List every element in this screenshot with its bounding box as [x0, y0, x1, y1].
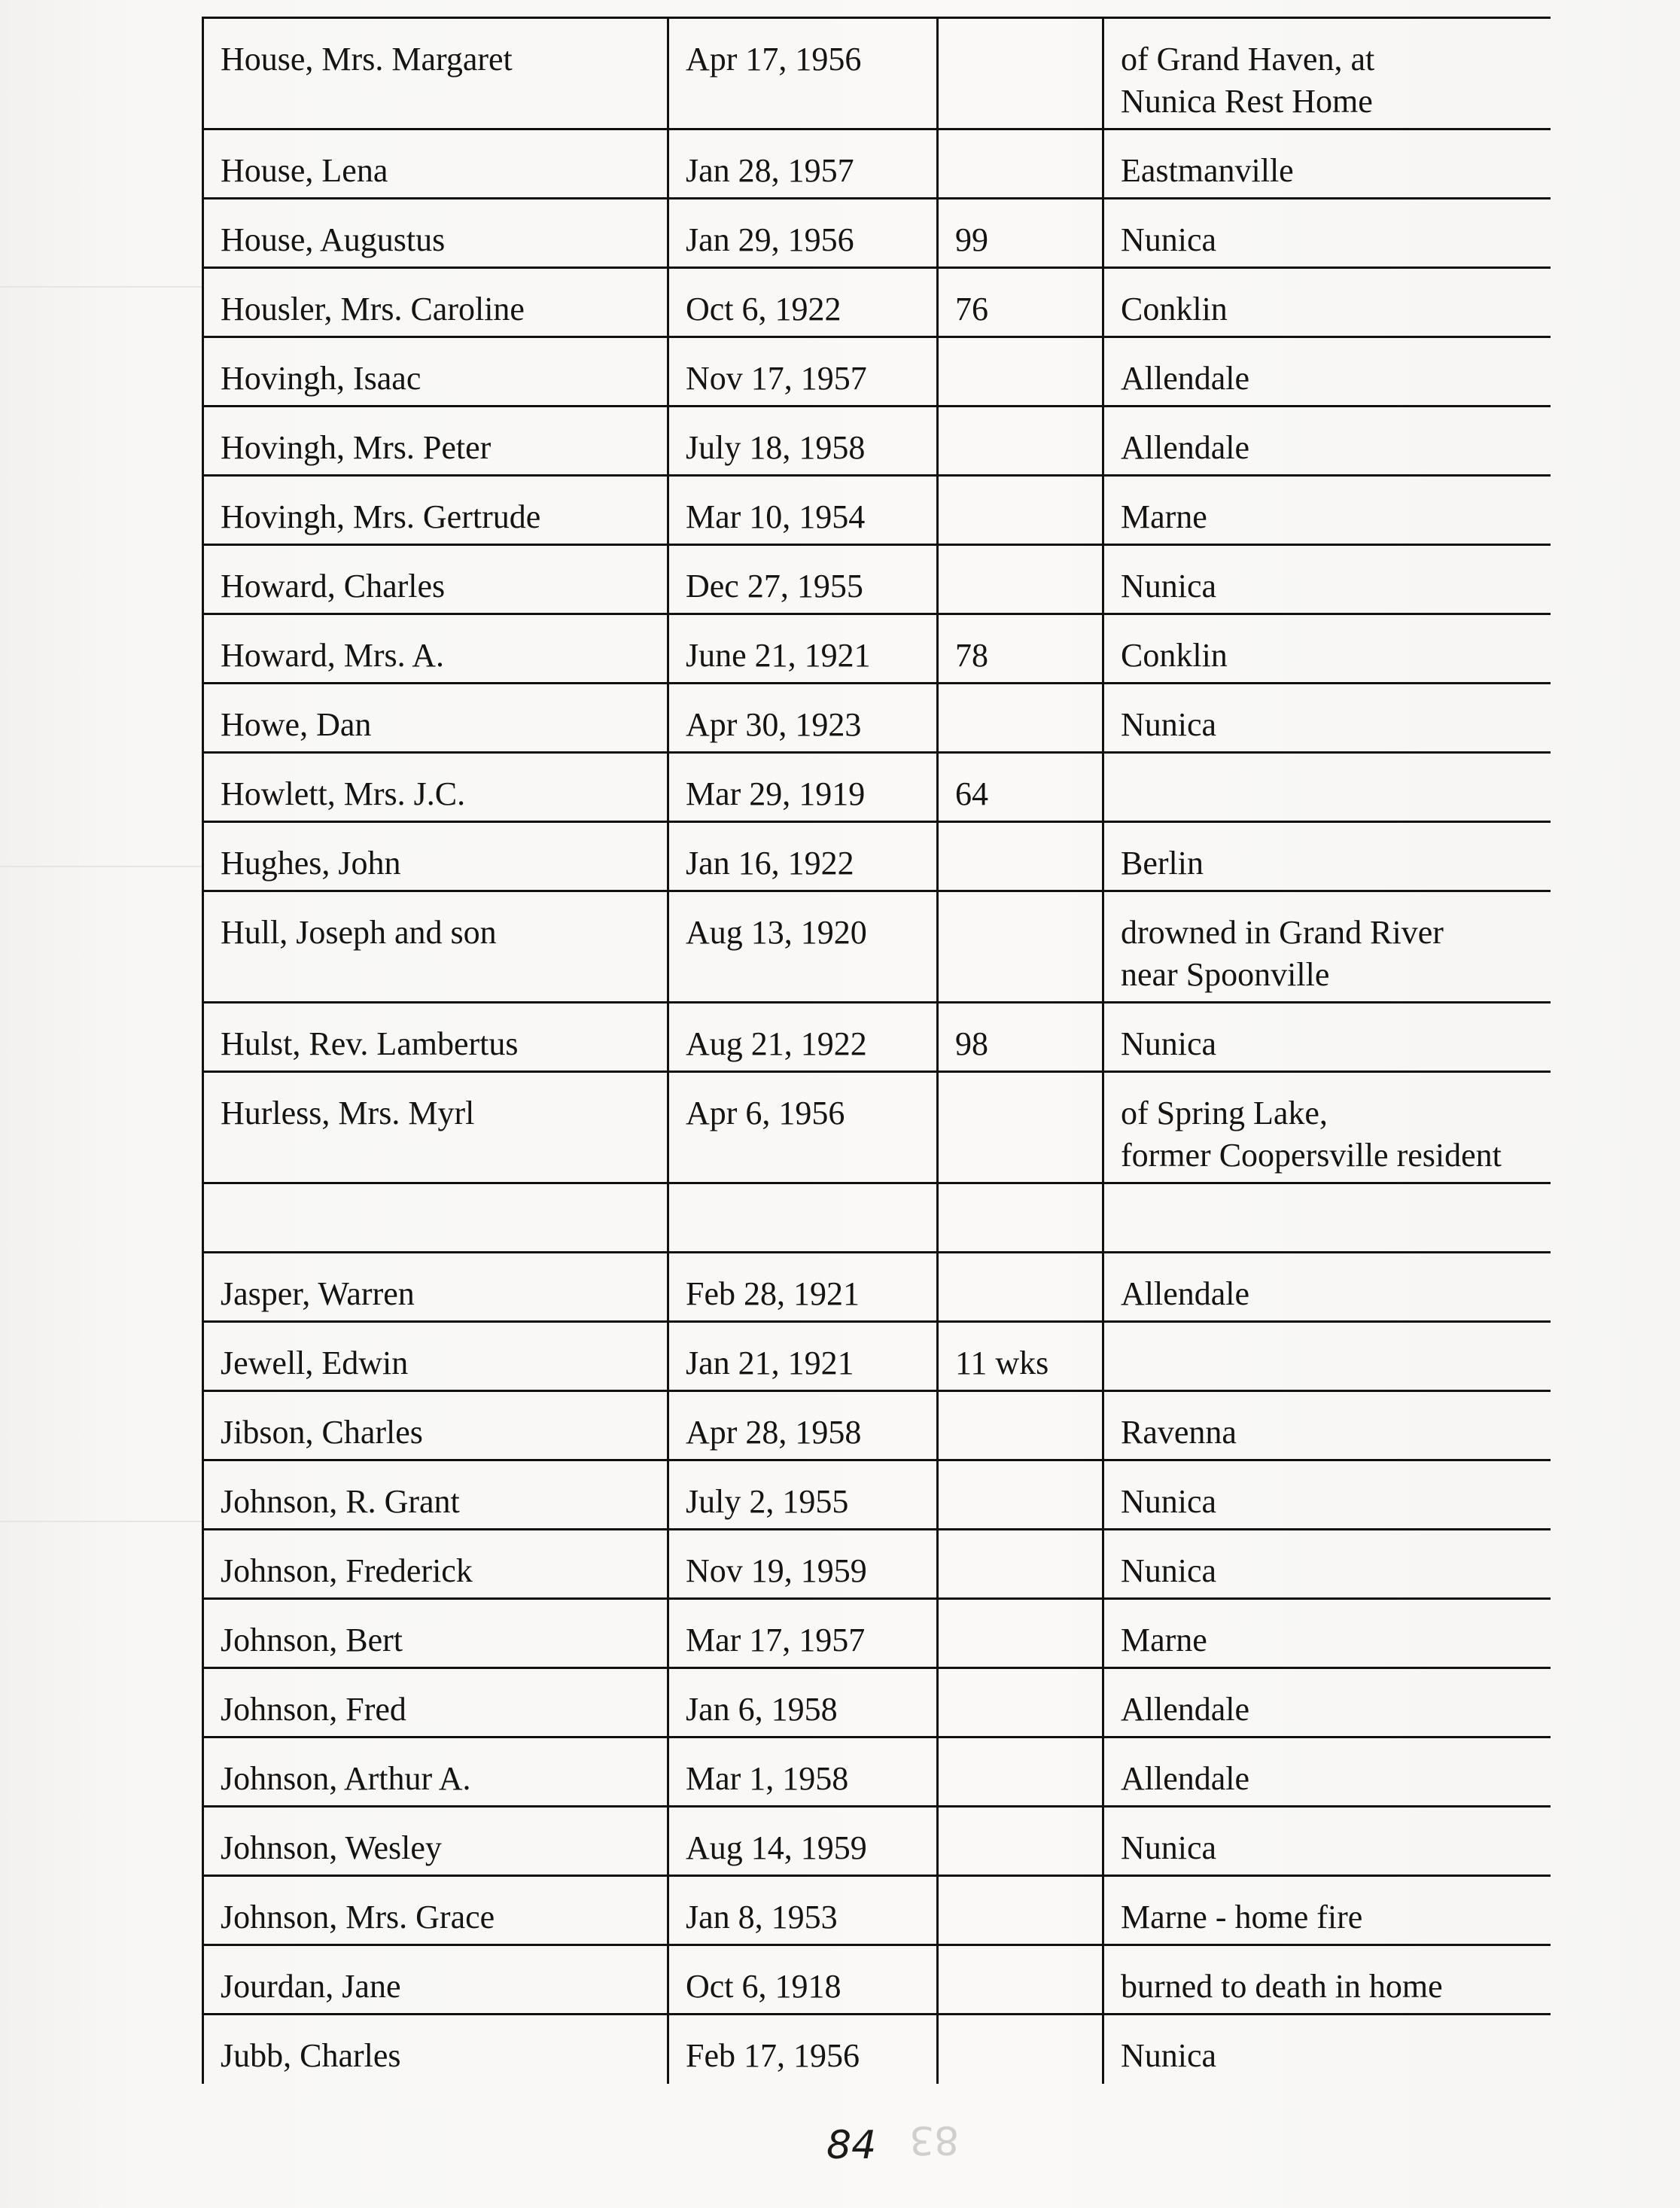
place-cell: [1103, 753, 1551, 822]
age-cell: [938, 129, 1103, 199]
age-cell: [938, 407, 1103, 476]
name-cell: Jasper, Warren: [203, 1253, 668, 1322]
name-cell: Howlett, Mrs. J.C.: [203, 753, 668, 822]
name-cell: Howard, Mrs. A.: [203, 614, 668, 684]
place-cell: Nunica: [1103, 1003, 1551, 1072]
place-cell: [1103, 1322, 1551, 1391]
name-cell: Hughes, John: [203, 822, 668, 891]
date-cell: Feb 17, 1956: [668, 2015, 938, 2084]
name-cell: Johnson, Mrs. Grace: [203, 1876, 668, 1945]
table-row: [203, 1072, 1551, 1183]
margin-ruling: [0, 1521, 203, 1522]
date-cell: Aug 21, 1922: [668, 1003, 938, 1072]
table-row: [203, 614, 1551, 684]
age-cell: [938, 684, 1103, 753]
name-cell: Hulst, Rev. Lambertus: [203, 1003, 668, 1072]
table-row: [203, 1945, 1551, 2015]
date-cell: Mar 29, 1919: [668, 753, 938, 822]
age-cell: 64: [938, 753, 1103, 822]
age-cell: [938, 2015, 1103, 2084]
place-cell: Nunica: [1103, 1807, 1551, 1876]
table-row: [203, 1253, 1551, 1322]
table-row: [203, 545, 1551, 614]
name-cell: Hovingh, Mrs. Gertrude: [203, 476, 668, 545]
place-cell: Ravenna: [1103, 1391, 1551, 1460]
table-row: [203, 199, 1551, 268]
age-cell: [938, 18, 1103, 129]
place-cell: Conklin: [1103, 614, 1551, 684]
table-row: [203, 891, 1551, 1003]
place-cell: Allendale: [1103, 337, 1551, 407]
table-row: [203, 1737, 1551, 1807]
age-cell: [938, 1876, 1103, 1945]
table-row: [203, 1460, 1551, 1530]
table-row: [203, 1530, 1551, 1599]
date-cell: Nov 17, 1957: [668, 337, 938, 407]
date-cell: Mar 1, 1958: [668, 1737, 938, 1807]
date-cell: Oct 6, 1922: [668, 268, 938, 337]
age-cell: 76: [938, 268, 1103, 337]
name-cell: House, Lena: [203, 129, 668, 199]
table-row: [203, 1807, 1551, 1876]
name-cell: Jewell, Edwin: [203, 1322, 668, 1391]
age-cell: [938, 337, 1103, 407]
name-cell: Jubb, Charles: [203, 2015, 668, 2084]
obituary-index-table: [202, 17, 1551, 2084]
table-row: [203, 753, 1551, 822]
date-cell: Feb 28, 1921: [668, 1253, 938, 1322]
name-cell: Jibson, Charles: [203, 1391, 668, 1460]
age-cell: [938, 1945, 1103, 2015]
name-cell: Howard, Charles: [203, 545, 668, 614]
age-cell: [938, 822, 1103, 891]
name-cell: Johnson, Bert: [203, 1599, 668, 1668]
age-cell: [938, 476, 1103, 545]
name-cell: Howe, Dan: [203, 684, 668, 753]
date-cell: Apr 6, 1956: [668, 1072, 938, 1183]
place-cell: Marne: [1103, 476, 1551, 545]
date-cell: July 18, 1958: [668, 407, 938, 476]
table-row: [203, 684, 1551, 753]
name-cell: Hovingh, Isaac: [203, 337, 668, 407]
date-cell: Jan 8, 1953: [668, 1876, 938, 1945]
place-cell: Allendale: [1103, 407, 1551, 476]
place-cell: Allendale: [1103, 1668, 1551, 1737]
date-cell: Jan 16, 1922: [668, 822, 938, 891]
table-row: [203, 1322, 1551, 1391]
date-cell: Jan 21, 1921: [668, 1322, 938, 1391]
place-cell: Allendale: [1103, 1253, 1551, 1322]
age-cell: [938, 1072, 1103, 1183]
date-cell: Jan 6, 1958: [668, 1668, 938, 1737]
place-cell: drowned in Grand River near Spoonville: [1103, 891, 1551, 1003]
age-cell: [938, 1183, 1103, 1253]
date-cell: Jan 29, 1956: [668, 199, 938, 268]
place-cell: Nunica: [1103, 545, 1551, 614]
margin-ruling: [0, 866, 203, 867]
table-row: [203, 1668, 1551, 1737]
table-row: [203, 1599, 1551, 1668]
name-cell: Johnson, Frederick: [203, 1530, 668, 1599]
name-cell: Housler, Mrs. Caroline: [203, 268, 668, 337]
table-row: [203, 129, 1551, 199]
age-cell: [938, 1253, 1103, 1322]
date-cell: Dec 27, 1955: [668, 545, 938, 614]
age-cell: 98: [938, 1003, 1103, 1072]
table-row: [203, 476, 1551, 545]
age-cell: [938, 891, 1103, 1003]
name-cell: Jourdan, Jane: [203, 1945, 668, 2015]
age-cell: [938, 1599, 1103, 1668]
name-cell: Johnson, Arthur A.: [203, 1737, 668, 1807]
age-cell: 11 wks: [938, 1322, 1103, 1391]
place-cell: Nunica: [1103, 684, 1551, 753]
date-cell: Mar 10, 1954: [668, 476, 938, 545]
date-cell: Apr 28, 1958: [668, 1391, 938, 1460]
table-row: [203, 337, 1551, 407]
table-row: [203, 1876, 1551, 1945]
age-cell: [938, 1530, 1103, 1599]
table-row: [203, 2015, 1551, 2084]
place-cell: [1103, 1183, 1551, 1253]
date-cell: Oct 6, 1918: [668, 1945, 938, 2015]
age-cell: [938, 1807, 1103, 1876]
date-cell: Aug 14, 1959: [668, 1807, 938, 1876]
place-cell: Conklin: [1103, 268, 1551, 337]
age-cell: [938, 1737, 1103, 1807]
name-cell: [203, 1183, 668, 1253]
page-number: 84: [826, 2123, 877, 2168]
place-cell: Berlin: [1103, 822, 1551, 891]
table-body: [203, 18, 1551, 2084]
place-cell: Marne - home fire: [1103, 1876, 1551, 1945]
place-cell: Nunica: [1103, 2015, 1551, 2084]
place-cell: Eastmanville: [1103, 129, 1551, 199]
table-row: [203, 822, 1551, 891]
date-cell: [668, 1183, 938, 1253]
name-cell: Johnson, Wesley: [203, 1807, 668, 1876]
place-cell: Nunica: [1103, 1460, 1551, 1530]
date-cell: June 21, 1921: [668, 614, 938, 684]
table-row: [203, 1003, 1551, 1072]
name-cell: Hull, Joseph and son: [203, 891, 668, 1003]
table-row: [203, 18, 1551, 129]
age-cell: [938, 545, 1103, 614]
age-cell: [938, 1668, 1103, 1737]
age-cell: 99: [938, 199, 1103, 268]
name-cell: Johnson, R. Grant: [203, 1460, 668, 1530]
table-row: [203, 1391, 1551, 1460]
place-cell: of Grand Haven, at Nunica Rest Home: [1103, 18, 1551, 129]
name-cell: House, Mrs. Margaret: [203, 18, 668, 129]
table-row: [203, 268, 1551, 337]
table-row: [203, 407, 1551, 476]
place-cell: Allendale: [1103, 1737, 1551, 1807]
margin-ruling: [0, 286, 203, 288]
date-cell: Aug 13, 1920: [668, 891, 938, 1003]
date-cell: Nov 19, 1959: [668, 1530, 938, 1599]
date-cell: Jan 28, 1957: [668, 129, 938, 199]
name-cell: Hurless, Mrs. Myrl: [203, 1072, 668, 1183]
date-cell: July 2, 1955: [668, 1460, 938, 1530]
age-cell: [938, 1460, 1103, 1530]
name-cell: Johnson, Fred: [203, 1668, 668, 1737]
date-cell: Mar 17, 1957: [668, 1599, 938, 1668]
table-row: [203, 1183, 1551, 1253]
date-cell: Apr 17, 1956: [668, 18, 938, 129]
bleed-through-page-number: 83: [909, 2117, 960, 2162]
place-cell: of Spring Lake, former Coopersville resident: [1103, 1072, 1551, 1183]
place-cell: Nunica: [1103, 1530, 1551, 1599]
date-cell: Apr 30, 1923: [668, 684, 938, 753]
place-cell: Marne: [1103, 1599, 1551, 1668]
age-cell: 78: [938, 614, 1103, 684]
name-cell: Hovingh, Mrs. Peter: [203, 407, 668, 476]
age-cell: [938, 1391, 1103, 1460]
name-cell: House, Augustus: [203, 199, 668, 268]
place-cell: burned to death in home: [1103, 1945, 1551, 2015]
place-cell: Nunica: [1103, 199, 1551, 268]
